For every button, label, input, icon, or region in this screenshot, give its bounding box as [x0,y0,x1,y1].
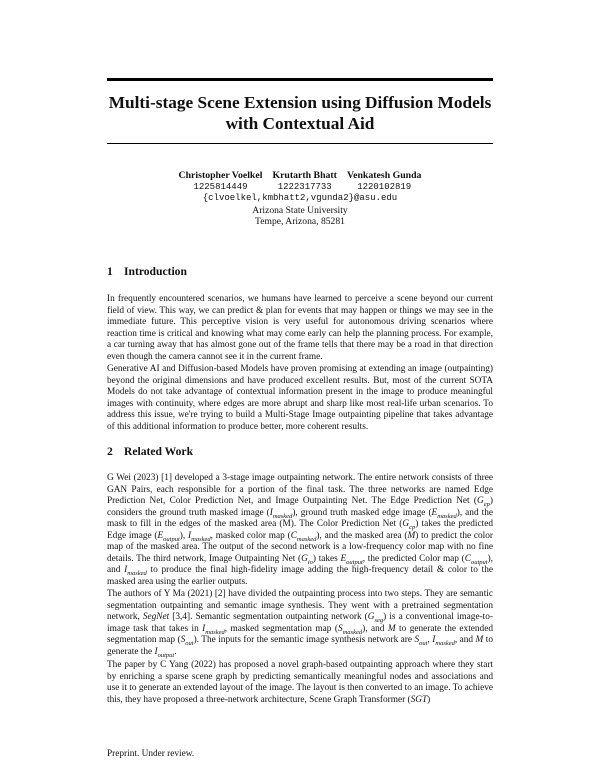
author-1 [179,170,263,193]
affiliation-location: Tempe, Arizona, 85281 [255,216,345,227]
author-id: 1220102819 [357,182,412,192]
author-3 [347,170,422,193]
related-paragraph-1: G Wei (2023) [1] developed a 3-stage image outpainting network. The entire network consists of three GAN Pairs, each responsible for a portion of the final task. The three networks are named Edge Prediction Net, Color Prediction Net, and Image Outpainting Net. The Edge Prediction Net $(G_{ep})$ considers the ground truth masked image $(I_{masked})$, ground truth masked edge image $(E_{masked})$, and the mask to fill in the edges of the masked area (M). The Color Prediction Net $(G_{cp})$ takes the predicted Edge image $(E_{output})$, $I_{masked}$, masked color map $(C_{masked})$, and the masked area (M) to predict the color map of the masked area. The output of the second network is a low-frequency color map with no fine details. The third network, Image Outpainting Net $(G_{io})$ takes $E_{output}$, the predicted Color map $(C_{output})$, and $I_{masked}$ to produce the final high-fidelity image adding the high-frequency detail & color to the masked area using the earlier outputs. [107,473,494,587]
author-block [100,170,500,228]
intro-paragraph-2: Generative AI and Diffusion-based Models have proven promising at extending an image (outpainting) beyond the original dimensions and have produced excellent results. But, most of the current SOTA Models do not take advantage of contextual information present in the image to produce meaningful images with continuity, where edges are more abrupt and sharp like most real-life urban scenarios. To address this issue, we're trying to build a Multi-Stage Image outpainting pipeline that takes advantage of this additional information to produce better, more coherent results. [107,364,493,432]
section-heading-introduction [107,265,187,278]
author-name: Christopher Voelkel [178,170,263,181]
section-heading-related-work [107,445,193,458]
author-name: Krutarth Bhatt [272,170,337,181]
section-number: 2 [107,445,113,458]
section-title: Related Work [124,445,194,458]
author-row [100,170,500,193]
related-paragraph-2: The authors of Y Ma (2021) [2] have divided the outpainting process into two steps. They are semantic segmentation outpainting and semantic image synthesis. They went with a pretrained segmentation network, SegNet [3,4]. Semantic segmentation outpainting network $(G_{seg})$ is a conventional image-to-image task that takes in $I_{masked}$, masked segmentation map $(S_{masked})$, and M to generate the extended segmentation map $(S_{out})$. The inputs for the semantic image synthesis network are $S_{out}$, $I_{masked}$, and M to generate the $I_{output}$. [107,589,493,659]
related-paragraph-3: The paper by C Yang (2022) has proposed a novel graph-based outpainting approach where they start by enriching a sparse scene graph by predicting semantically meaningful nodes and associations and use it to generate an extended layout of the image. The layout is then converted to an image. To achieve this, they have proposed a three-network architecture, Scene Graph Transformer (SGT) [107,660,493,705]
author-name: Venkatesh Gunda [346,170,422,181]
section-number: 1 [107,265,113,278]
title-top-rule [107,78,493,81]
affiliation-university: Arizona State University [252,204,348,216]
section-title: Introduction [124,265,187,278]
author-2 [272,170,337,193]
title-bottom-rule [107,143,493,144]
author-id: 1225814449 [193,182,248,192]
author-id: 1222317733 [277,182,332,192]
intro-paragraph-1: In frequently encountered scenarios, we humans have learned to perceive a scene beyond our current field of view. This way, we can predict & plan for events that may happen or things we may see in the immediate future. This perceptive vision is very useful for autonomous driving scenarios where reaction time is critical and knowing what may come early can help the planning process. For example, a car turning away that has almost gone out of the frame tells that there may be a road in that direction even though the camera cannot see it in the current frame. [107,294,493,362]
page-footer: Preprint. Under review. [107,749,195,759]
paper-title: Multi-stage Scene Extension using Diffusion Models with Contextual Aid [108,93,492,133]
author-email[interactable]: {clvoelkel,kmbhatt2,vgunda2}@asu.edu [202,193,398,203]
